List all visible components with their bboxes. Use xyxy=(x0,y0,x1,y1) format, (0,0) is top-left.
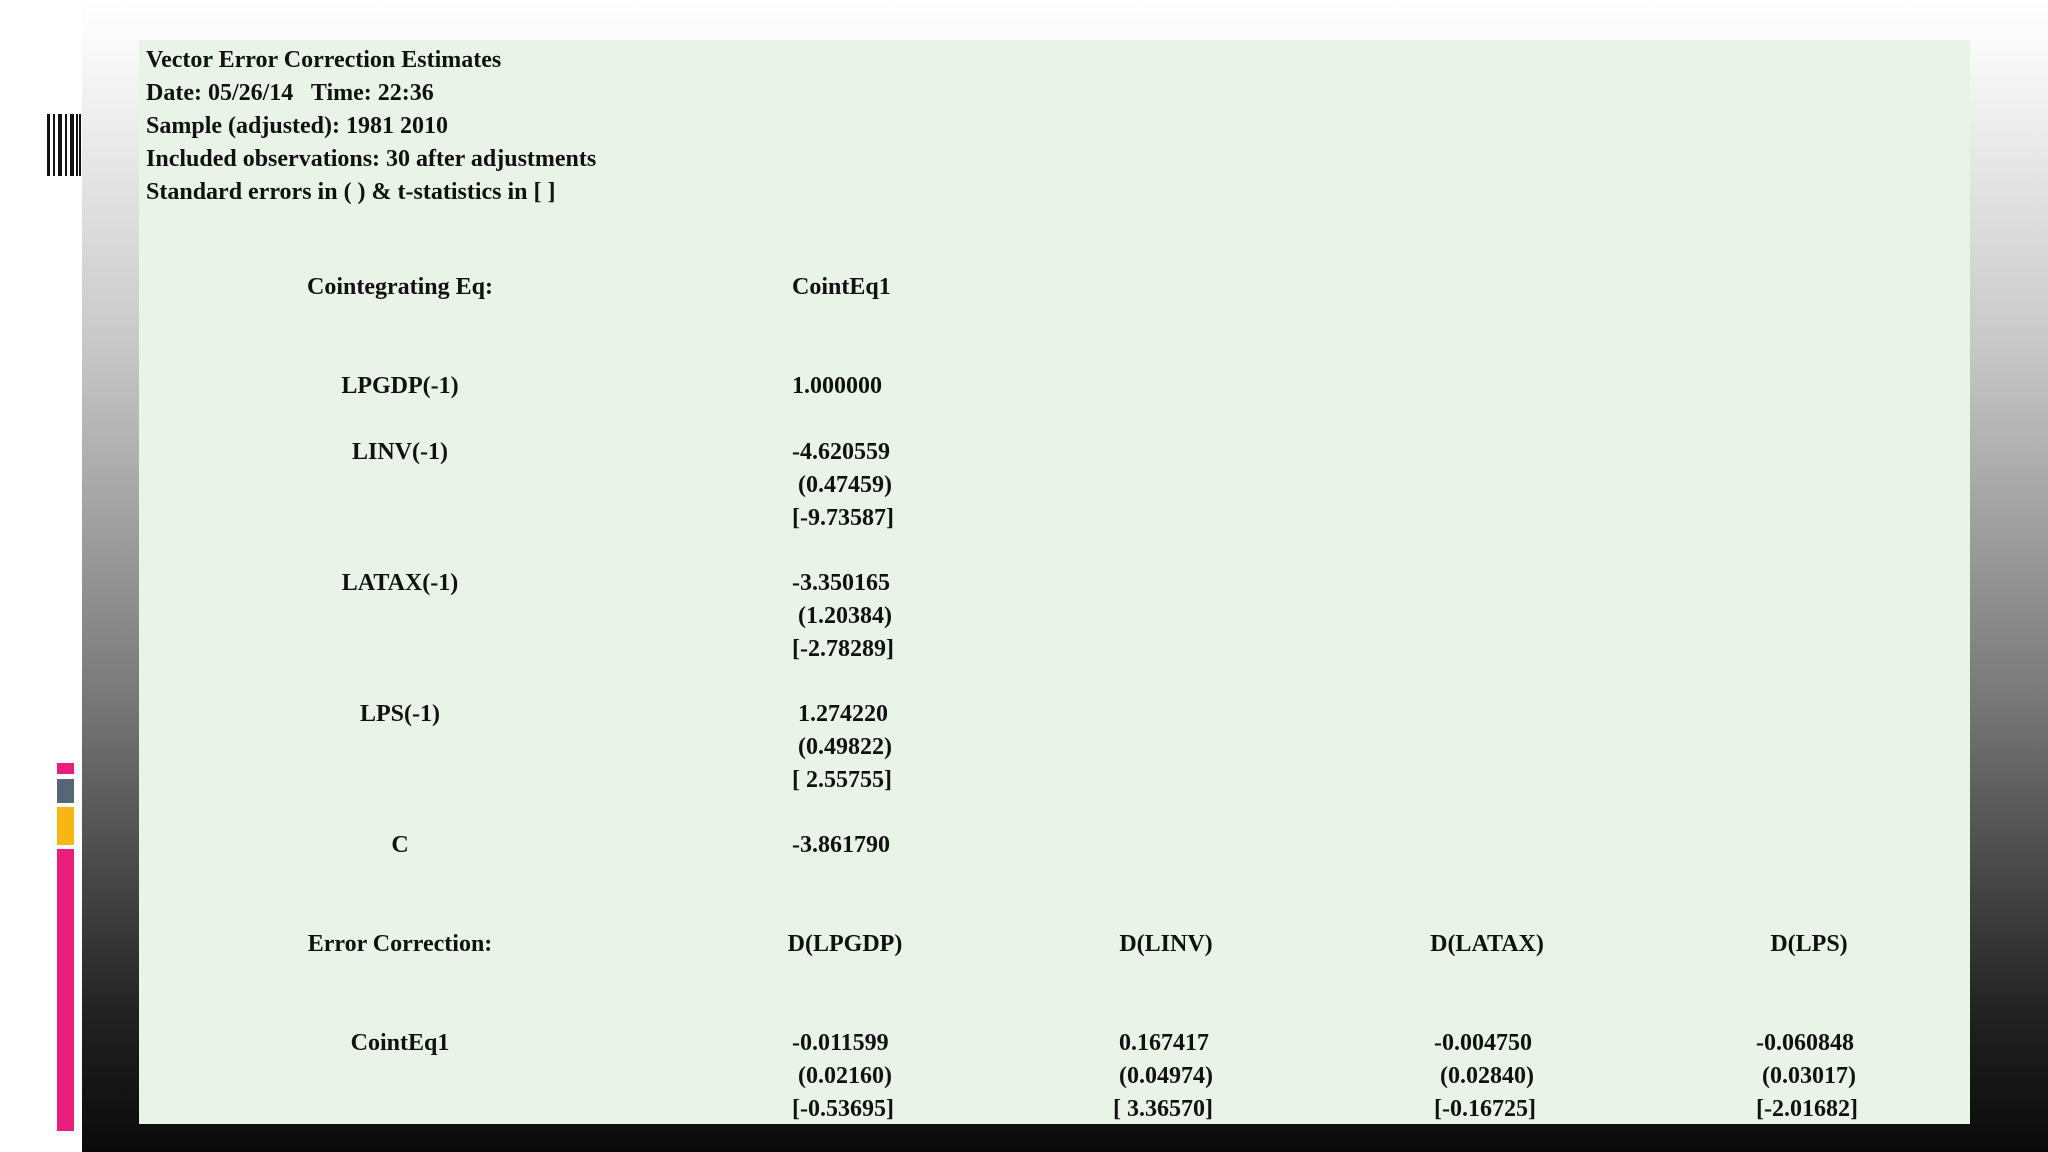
ec-coefficient: 0.167417 xyxy=(1113,1030,1209,1056)
header-line-title: Vector Error Correction Estimates xyxy=(146,47,502,73)
coint-standard-error: (0.49822) xyxy=(798,734,892,760)
coint-standard-error: (1.20384) xyxy=(798,603,892,629)
barcode-icon xyxy=(47,114,81,176)
coint-row-label: LATAX(-1) xyxy=(341,570,459,596)
error-correction-label: Error Correction: xyxy=(307,931,493,957)
header-line-date: Date: 05/26/14 Time: 22:36 xyxy=(146,80,434,106)
header-line-observations: Included observations: 30 after adjustments xyxy=(146,146,597,172)
cointeq1-column-header: CointEq1 xyxy=(792,274,891,300)
ec-standard-error: (0.02160) xyxy=(798,1063,892,1089)
cointegrating-eq-label: Cointegrating Eq: xyxy=(307,274,493,300)
ec-standard-error: (0.02840) xyxy=(1440,1063,1534,1089)
ec-coefficient: -0.004750 xyxy=(1434,1030,1532,1056)
accent-bar-pink-small xyxy=(57,763,74,774)
coint-row-label: LPS(-1) xyxy=(360,701,440,727)
accent-bar-slate xyxy=(57,779,74,803)
coint-t-statistic: [ 2.55755] xyxy=(792,767,892,793)
header-line-sample: Sample (adjusted): 1981 2010 xyxy=(146,113,449,139)
header-line-standard-errors: Standard errors in ( ) & t-statistics in [ ] xyxy=(146,179,556,205)
coint-coefficient: -3.861790 xyxy=(792,832,890,858)
ec-t-statistic: [ 3.36570] xyxy=(1113,1096,1213,1122)
accent-bar-pink-long xyxy=(57,849,74,1131)
ec-standard-error: (0.03017) xyxy=(1762,1063,1856,1089)
coint-row-label: C xyxy=(391,832,409,858)
ec-column-header: D(LPGDP) xyxy=(787,931,903,957)
ec-column-header: D(LATAX) xyxy=(1430,931,1544,957)
coint-coefficient: -4.620559 xyxy=(792,439,890,465)
coint-coefficient: -3.350165 xyxy=(792,570,890,596)
ec-coefficient: -0.060848 xyxy=(1756,1030,1854,1056)
coint-t-statistic: [-2.78289] xyxy=(792,636,894,662)
ec-standard-error: (0.04974) xyxy=(1119,1063,1213,1089)
ec-row-label: CointEq1 xyxy=(350,1030,450,1056)
ec-column-header: D(LINV) xyxy=(1119,931,1213,957)
ec-t-statistic: [-0.53695] xyxy=(792,1096,894,1122)
ec-t-statistic: [-2.01682] xyxy=(1756,1096,1858,1122)
ec-coefficient: -0.011599 xyxy=(792,1030,889,1056)
coint-row-label: LINV(-1) xyxy=(352,439,448,465)
accent-bar-yellow xyxy=(57,807,74,845)
coint-row-label: LPGDP(-1) xyxy=(341,373,459,399)
vec-estimates-panel xyxy=(139,40,1970,1124)
coint-coefficient: 1.000000 xyxy=(792,373,882,399)
coint-standard-error: (0.47459) xyxy=(798,472,892,498)
coint-t-statistic: [-9.73587] xyxy=(792,505,894,531)
coint-coefficient: 1.274220 xyxy=(792,701,888,727)
ec-t-statistic: [-0.16725] xyxy=(1434,1096,1536,1122)
ec-column-header: D(LPS) xyxy=(1770,931,1848,957)
